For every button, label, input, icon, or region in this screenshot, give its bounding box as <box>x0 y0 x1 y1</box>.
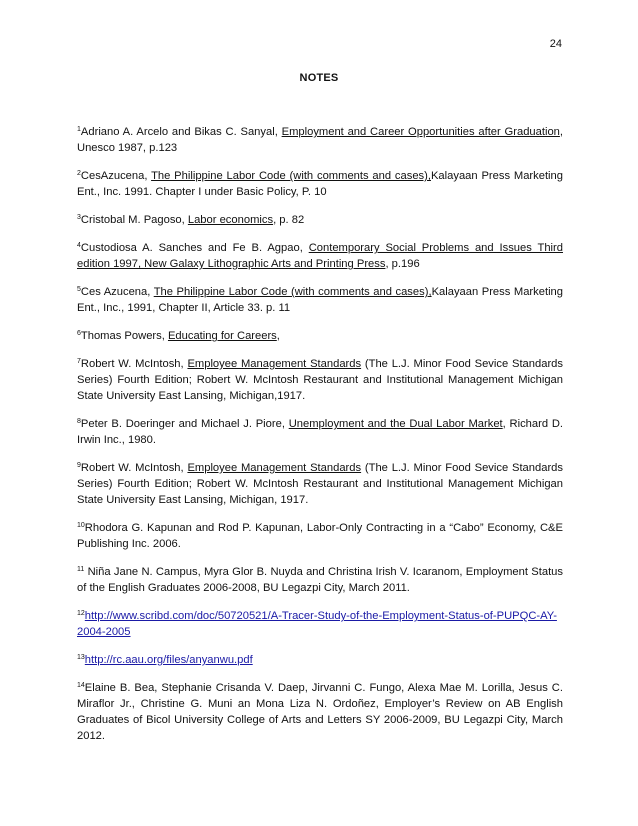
note-link[interactable]: http://rc.aau.org/files/anyanwu.pdf <box>84 654 253 666</box>
note-text: Elaine B. Bea, Stephanie Crisanda V. Daep, Jirvanni C. Fungo, Alexa Mae M. Lorilla, Jesus C. Miraflor Jr., Christine G. Muni an Mona Liza N. Ordoñez, Employer’s Review on AB English Graduates of Bicol University College of Arts and Letters SY 2006-2009, BU Legazpi City, March 2012. <box>77 682 563 742</box>
note-number: 5 <box>77 286 81 293</box>
note-number: 13 <box>77 654 85 661</box>
note-title: Employee Management Standards <box>187 462 362 474</box>
note-title: Employment and Career Opportunities after Graduation <box>281 126 560 138</box>
note-title: The Philippine Labor Code (with comments and cases), <box>153 286 432 298</box>
note-number: 12 <box>77 610 85 617</box>
note-title: Unemployment and the Dual Labor Market <box>288 418 503 430</box>
note-author: Thomas Powers, <box>80 330 168 342</box>
note-number: 2 <box>77 170 81 177</box>
note-author: Cristobal M. Pagoso, <box>80 214 188 226</box>
note-details: , <box>276 330 280 342</box>
note-8 <box>77 416 563 448</box>
note-10 <box>77 520 563 552</box>
note-number: 7 <box>77 358 81 365</box>
page-title: NOTES <box>299 72 339 84</box>
note-link[interactable]: http://www.scribd.com/doc/50720521/A-Tracer-Study-of-the-Employment-Status-of-PUPQC-AY-2004-2005 <box>77 610 557 638</box>
note-number: 10 <box>77 522 85 529</box>
note-2 <box>77 168 563 200</box>
note-author: Peter B. Doeringer and Michael J. Piore, <box>80 418 289 430</box>
note-4 <box>77 240 563 272</box>
note-title: The Philippine Labor Code (with comments and cases), <box>151 170 431 182</box>
note-title: Educating for Careers <box>167 330 277 342</box>
note-author: CesAzucena, <box>80 170 152 182</box>
page-number: 24 <box>549 38 562 50</box>
note-details: Kalayaan Press Marketing Ent., Inc., 1991, Chapter II, Article 33. p. 11 <box>77 286 564 314</box>
note-9 <box>77 460 563 508</box>
note-author: Ces Azucena, <box>80 286 154 298</box>
note-details: , Richard D. Irwin Inc., 1980. <box>77 418 564 446</box>
note-details: , p. 82 <box>273 214 305 226</box>
note-6 <box>77 328 563 344</box>
note-14 <box>77 680 563 744</box>
note-1 <box>77 124 563 156</box>
note-number: 11 <box>77 566 85 573</box>
note-11 <box>77 564 563 596</box>
note-13 <box>77 652 563 668</box>
note-details: , Unesco 1987, p.123 <box>77 126 564 154</box>
note-author: Adriano A. Arcelo and Bikas C. Sanyal, <box>80 126 282 138</box>
note-details: (The L.J. Minor Food Sevice Standards Series) Fourth Edition; Robert W. McIntosh Restaurant and Institutional Management Michigan State University East Lansing, Michigan,1917. <box>77 358 563 402</box>
note-details: , p.196 <box>385 258 420 270</box>
note-5 <box>77 284 563 316</box>
note-number: 9 <box>77 462 81 469</box>
notes-list <box>77 124 563 756</box>
note-details: Kalayaan Press Marketing Ent., Inc. 1991. Chapter I under Basic Policy, P. 10 <box>77 170 563 198</box>
note-text: Rhodora G. Kapunan and Rod P. Kapunan, Labor-Only Contracting in a “Cabo” Economy, C&E Publishing Inc. 2006. <box>77 522 563 550</box>
note-3 <box>77 212 563 228</box>
note-7 <box>77 356 563 404</box>
note-12 <box>77 608 563 640</box>
note-details: (The L.J. Minor Food Sevice Standards Series) Fourth Edition; Robert W. McIntosh Restaurant and Institutional Management Michigan State University East Lansing, Michigan, 1917. <box>77 462 563 506</box>
note-number: 1 <box>77 126 81 133</box>
note-number: 14 <box>77 682 85 689</box>
note-title: Employee Management Standards <box>187 358 362 370</box>
note-number: 4 <box>77 242 81 249</box>
note-title: Contemporary Social Problems and Issues Third edition 1997, New Galaxy Lithographic Arts and Printing Press <box>77 242 563 270</box>
note-title: Labor economics <box>187 214 274 226</box>
note-author: Robert W. McIntosh, <box>80 358 188 370</box>
note-number: 6 <box>77 330 81 337</box>
note-number: 8 <box>77 418 81 425</box>
note-author: Robert W. McIntosh, <box>80 462 188 474</box>
note-author: Custodiosa A. Sanches and Fe B. Agpao, <box>80 242 309 254</box>
note-text: Niña Jane N. Campus, Myra Glor B. Nuyda and Christina Irish V. Icaranom, Employment Status of the English Graduates 2006-2008, BU Legazpi City, March 2011. <box>77 566 563 594</box>
note-number: 3 <box>77 214 81 221</box>
